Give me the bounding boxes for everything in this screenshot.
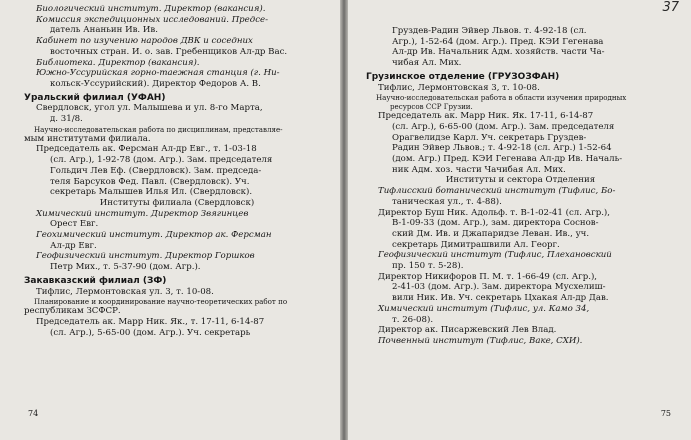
text-line: Ал-др Ив. Начальник Адм. хозяйств. части Ча- [392, 47, 605, 58]
text-line: Почвенный институт (Тифлис, Ваке, СХИ). [378, 335, 583, 346]
text-line: датель Ананьин Ив. Ив. [50, 25, 158, 36]
right-text-column [366, 26, 675, 347]
text-line: 2-41-03 (дом. Агр.). Зам. директора Мусхелиш- [392, 282, 606, 293]
text-line: (дом. Агр.) Пред. КЭИ Гегенава Ал-др Ив. Началь- [392, 154, 623, 165]
text-line: Петр Мих., т. 5-37-90 (дом. Агр.). [50, 262, 201, 273]
left-page-number: 74 [28, 409, 39, 419]
text-line: Гольдич Лев Еф. (Свердловск). Зам. председа- [50, 165, 262, 176]
text-line: Председатель ак. Марр Ник. Як., т. 17-11, 6-14-87 [36, 316, 265, 327]
text-line: Свердловск, угол ул. Малышева и ул. 8-го Марта, [36, 103, 263, 114]
text-line: секретарь Малышев Илья Ил. (Свердловск). [50, 187, 253, 198]
book-gutter [340, 0, 348, 440]
section-heading: Уральский филиал (УФАН) [24, 92, 166, 103]
left-page [0, 0, 340, 440]
section-heading: Закавказский филиал (ЗФ) [24, 275, 167, 286]
text-line: теля Барсуков Фед. Павл. (Свердловск). Уч. [50, 176, 250, 187]
text-line: Кабинет по изучению народов ДВК и соседних [36, 36, 253, 47]
text-line: т. 26-08). [392, 314, 434, 325]
text-line: Директор ак. Писаржевский Лев Влад. [378, 325, 557, 336]
text-line: Химический институт. Директор Звягинцев [36, 208, 249, 219]
text-line: чибая Ал. Мих. [392, 58, 462, 69]
text-line: Геохимический институт. Директор ак. Ферсман [36, 230, 272, 241]
text-line: ресурсов ССР Грузии. [390, 102, 473, 112]
text-line: Директор Никифоров П. М. т. 1-66-49 (сл. Агр.), [378, 271, 598, 282]
text-line: Груздев-Радин Эйвер Львов. т. 4-92-18 (сл. [392, 26, 587, 36]
left-text-column [24, 4, 330, 338]
text-line: Ал-др Евг. [50, 240, 97, 251]
text-line: (сл. Агр.), 6-65-00 (дом. Агр.). Зам. председателя [392, 121, 615, 132]
text-line: Радин Эйвер Львов.; т. 4-92-18 (сл. Агр.) 1-52-64 [392, 143, 612, 154]
text-line: Химический институт (Тифлис, ул. Камо 34, [378, 303, 590, 314]
text-line: Председатель ак. Ферсман Ал-др Евг., т. 1-03-18 [36, 144, 257, 155]
text-line: Институты филиала (Свердловск) [99, 197, 255, 208]
text-line: республикам ЗСФСР. [24, 306, 121, 317]
text-line: Биологический институт. Директор (вакансия). [36, 4, 266, 14]
text-line: Геофизический институт (Тифлис, Плехановский [378, 250, 612, 261]
text-line: вили Ник. Ив. Уч. секретарь Цхакая Ал-др Дав. [392, 293, 609, 304]
text-line: Орагвелидзе Карл. Уч. секретарь Груздев- [392, 132, 587, 143]
text-line: Южно-Уссурийская горно-таежная станция (г. Ни- [36, 68, 280, 79]
text-line: Научно-исследовательская работа по дисциплинам, представляе- [34, 124, 283, 134]
text-line: Библиотека. Директор (вакансия). [36, 57, 200, 68]
text-line: В-1-09-33 (дом. Агр.), зам. директора Соснов- [392, 218, 599, 229]
text-line: таническая ул., т. 4-88). [392, 196, 502, 207]
text-line: мым институтами филиала. [24, 133, 151, 144]
text-line: ский Дм. Ив. и Джапаридзе Леван. Ив., уч. [392, 228, 590, 239]
text-line: Научно-исследовательская работа в области изучения природных [376, 93, 627, 103]
right-page [348, 0, 691, 440]
text-line: Комиссия экспедиционных исследований. Предсе- [36, 14, 269, 25]
text-line: Тифлис, Лермонтовская 3, т. 10-08. [378, 82, 540, 93]
text-line: Геофизический институт. Директор Горшков [36, 251, 255, 262]
text-line: Планирование и координирование научно-теоретических работ по [34, 297, 288, 307]
text-line: ник Адм. хоз. части Чачибая Ал. Мих. [392, 164, 566, 175]
text-line: секретарь Димитрашвили Ал. Георг. [392, 239, 560, 250]
text-line: Директор Буш Ник. Адольф. т. В-1-02-41 (сл. Агр.), [378, 207, 611, 218]
handwritten-page-mark: 37 [662, 0, 679, 15]
text-line: Институты и сектора Отделения [445, 175, 596, 186]
text-line: Тифлисский ботанический институт (Тифлис, Бо- [378, 186, 616, 197]
text-line: Орест Евг. [50, 219, 99, 230]
text-line: (сл. Агр.), 1-92-78 (дом. Агр.). Зам. председателя [50, 155, 273, 166]
text-line: пр. 150 т. 5-28). [392, 261, 464, 272]
text-line: Председатель ак. Марр Ник. Як. 17-11, 6-14-87 [378, 111, 594, 122]
right-page-number: 75 [660, 409, 671, 419]
text-line: (сл. Агр.), 5-65-00 (дом. Агр.). Уч. секретарь [50, 327, 251, 338]
text-line: Тифлис, Лермонтовская ул. 3, т. 10-08. [36, 286, 214, 297]
text-line: восточных стран. И. о. зав. Гребенщиков Ал-др Вас. [50, 46, 288, 57]
section-heading: Грузинское отделение (ГРУЗОЗФАН) [366, 71, 560, 82]
text-line: д. 31/8. [50, 114, 83, 125]
text-line: кольск-Уссурийский). Директор Федоров А. В. [50, 78, 261, 89]
text-line: Агр.), 1-52-64 (дом. Агр.). Пред. КЭИ Гегенава [392, 36, 604, 47]
